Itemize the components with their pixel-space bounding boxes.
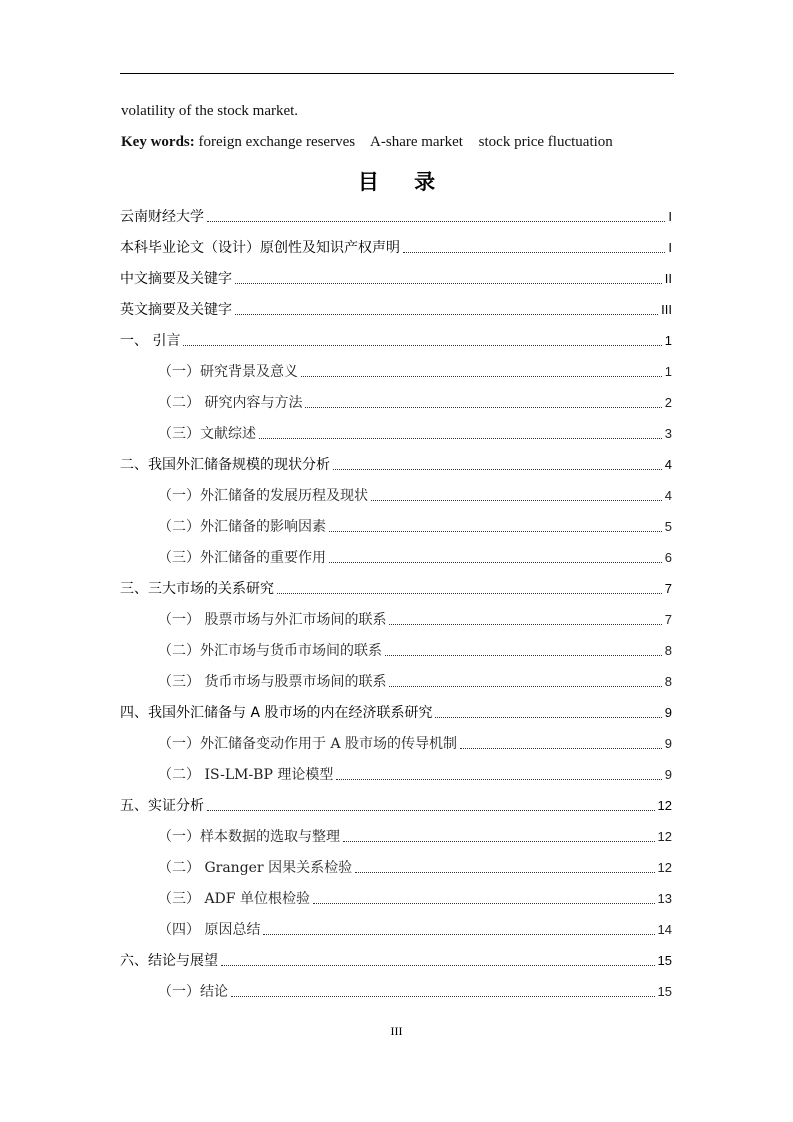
toc-entry-label: 一、 引言 bbox=[120, 333, 181, 349]
toc-entry-label: （一）结论 bbox=[158, 984, 228, 1000]
toc-entry-chapter[interactable] bbox=[120, 204, 672, 226]
toc-entry-section[interactable] bbox=[158, 545, 672, 567]
toc-entry-section[interactable] bbox=[158, 607, 672, 629]
toc-entry-page: 12 bbox=[657, 798, 672, 813]
toc-entry-page: 9 bbox=[664, 736, 672, 751]
toc-entry-label: （三）外汇储备的重要作用 bbox=[158, 550, 326, 566]
dot-leader bbox=[301, 375, 662, 377]
toc-entry-page: 15 bbox=[657, 984, 672, 999]
dot-leader bbox=[207, 809, 655, 811]
toc-entry-page: 15 bbox=[657, 953, 672, 968]
toc-entry-section[interactable] bbox=[158, 483, 672, 505]
toc-entry-label: （一）外汇储备变动作用于 A 股市场的传导机制 bbox=[158, 736, 458, 752]
toc-entry-section[interactable] bbox=[158, 886, 672, 908]
keywords-label: Key words: bbox=[121, 134, 195, 150]
toc-entry-page: 12 bbox=[657, 860, 672, 875]
toc-entry-chapter[interactable] bbox=[120, 297, 672, 319]
toc-entry-page: II bbox=[664, 271, 672, 286]
keyword-item: stock price fluctuation bbox=[478, 134, 613, 150]
toc-entry-chapter[interactable] bbox=[120, 793, 672, 815]
toc-entry-section[interactable] bbox=[158, 638, 672, 660]
dot-leader bbox=[183, 344, 661, 346]
toc-entry-page: I bbox=[668, 240, 672, 255]
page-number: III bbox=[390, 1024, 403, 1038]
toc-entry-label: （二）外汇市场与货币市场间的联系 bbox=[158, 643, 382, 659]
toc-entry-label: （三） ADF 单位根检验 bbox=[158, 891, 310, 907]
toc-entry-label: 五、实证分析 bbox=[120, 798, 204, 814]
dot-leader bbox=[343, 840, 655, 842]
dot-leader bbox=[371, 499, 662, 501]
toc-entry-label: 三、三大市场的关系研究 bbox=[120, 581, 274, 597]
dot-leader bbox=[385, 654, 662, 656]
dot-leader bbox=[355, 871, 654, 873]
toc-entry-section[interactable] bbox=[158, 359, 672, 381]
toc-entry-page: 7 bbox=[664, 581, 672, 596]
toc-entry-label: 本科毕业论文（设计）原创性及知识产权声明 bbox=[120, 240, 400, 256]
toc-entry-page: 4 bbox=[664, 457, 672, 472]
toc-entry-section[interactable] bbox=[158, 390, 672, 412]
dot-leader bbox=[313, 902, 655, 904]
toc-entry-section[interactable] bbox=[158, 824, 672, 846]
toc-entry-chapter[interactable] bbox=[120, 328, 672, 350]
toc-entry-label: （三）文献综述 bbox=[158, 426, 256, 442]
dot-leader bbox=[263, 933, 654, 935]
keyword-item: A-share market bbox=[370, 134, 463, 150]
toc-entry-label: （四） 原因总结 bbox=[158, 922, 261, 938]
dot-leader bbox=[235, 282, 662, 284]
dot-leader bbox=[336, 778, 661, 780]
toc-entry-section[interactable] bbox=[158, 731, 672, 753]
toc-entry-page: 5 bbox=[664, 519, 672, 534]
dot-leader bbox=[259, 437, 662, 439]
toc-entry-label: 中文摘要及关键字 bbox=[120, 271, 232, 287]
dot-leader bbox=[235, 313, 658, 315]
toc-entry-label: （二） 研究内容与方法 bbox=[158, 395, 303, 411]
header-rule bbox=[120, 73, 674, 74]
dot-leader bbox=[329, 530, 662, 532]
dot-leader bbox=[231, 995, 655, 997]
toc-entry-section[interactable] bbox=[158, 421, 672, 443]
keyword-item: foreign exchange reserves bbox=[198, 134, 356, 150]
dot-leader bbox=[207, 220, 665, 222]
toc-entry-section[interactable] bbox=[158, 979, 672, 1001]
toc-entry-label: 二、我国外汇储备规模的现状分析 bbox=[120, 457, 330, 473]
toc-entry-label: （三） 货币市场与股票市场间的联系 bbox=[158, 674, 387, 690]
toc-entry-page: 7 bbox=[664, 612, 672, 627]
toc-entry-page: 8 bbox=[664, 674, 672, 689]
toc-entry-label: 英文摘要及关键字 bbox=[120, 302, 232, 318]
dot-leader bbox=[329, 561, 662, 563]
toc-entry-page: 13 bbox=[657, 891, 672, 906]
toc-entry-label: （一）研究背景及意义 bbox=[158, 364, 298, 380]
toc-entry-chapter[interactable] bbox=[120, 576, 672, 598]
toc-entry-label: 四、我国外汇储备与 A 股市场的内在经济联系研究 bbox=[120, 705, 433, 721]
toc-entry-label: （一）样本数据的选取与整理 bbox=[158, 829, 340, 845]
toc-entry-section[interactable] bbox=[158, 855, 672, 877]
toc-entry-label: （二）外汇储备的影响因素 bbox=[158, 519, 326, 535]
toc-title: 目 录 bbox=[357, 170, 450, 194]
toc-entry-page: 12 bbox=[657, 829, 672, 844]
toc-entry-label: （二） IS-LM-BP 理论模型 bbox=[158, 767, 334, 783]
toc-entry-section[interactable] bbox=[158, 917, 672, 939]
toc-entry-label: （一） 股票市场与外汇市场间的联系 bbox=[158, 612, 387, 628]
toc-entry-page: 1 bbox=[664, 364, 672, 379]
dot-leader bbox=[460, 747, 662, 749]
abstract-tail-line: volatility of the stock market. bbox=[121, 103, 299, 119]
toc-entry-label: 云南财经大学 bbox=[120, 209, 204, 225]
toc-entry-page: I bbox=[668, 209, 672, 224]
toc-entry-chapter[interactable] bbox=[120, 948, 672, 970]
dot-leader bbox=[403, 251, 665, 253]
toc-entry-page: 3 bbox=[664, 426, 672, 441]
toc-entry-page: 2 bbox=[664, 395, 672, 410]
dot-leader bbox=[333, 468, 662, 470]
toc-entry-page: 8 bbox=[664, 643, 672, 658]
toc-entry-label: （一）外汇储备的发展历程及现状 bbox=[158, 488, 368, 504]
dot-leader bbox=[277, 592, 662, 594]
dot-leader bbox=[389, 685, 661, 687]
toc-entry-page: 6 bbox=[664, 550, 672, 565]
toc-entry-page: 9 bbox=[664, 767, 672, 782]
toc-entry-page: 1 bbox=[664, 333, 672, 348]
toc-entry-section[interactable] bbox=[158, 762, 672, 784]
toc-entry-page: 9 bbox=[664, 705, 672, 720]
keywords-line bbox=[121, 134, 613, 151]
toc-entry-chapter[interactable] bbox=[120, 452, 672, 474]
toc-entry-chapter[interactable] bbox=[120, 266, 672, 288]
dot-leader bbox=[389, 623, 661, 625]
dot-leader bbox=[221, 964, 655, 966]
toc-entry-section[interactable] bbox=[158, 514, 672, 536]
toc-entry-chapter[interactable] bbox=[120, 700, 672, 722]
toc-entry-page: 4 bbox=[664, 488, 672, 503]
toc-entry-label: 六、结论与展望 bbox=[120, 953, 218, 969]
toc-entry-chapter[interactable] bbox=[120, 235, 672, 257]
dot-leader bbox=[305, 406, 661, 408]
toc-entry-label: （二） Granger 因果关系检验 bbox=[158, 860, 353, 876]
toc-entry-page: 14 bbox=[657, 922, 672, 937]
toc-entry-page: III bbox=[661, 302, 672, 317]
toc-entry-section[interactable] bbox=[158, 669, 672, 691]
dot-leader bbox=[435, 716, 661, 718]
